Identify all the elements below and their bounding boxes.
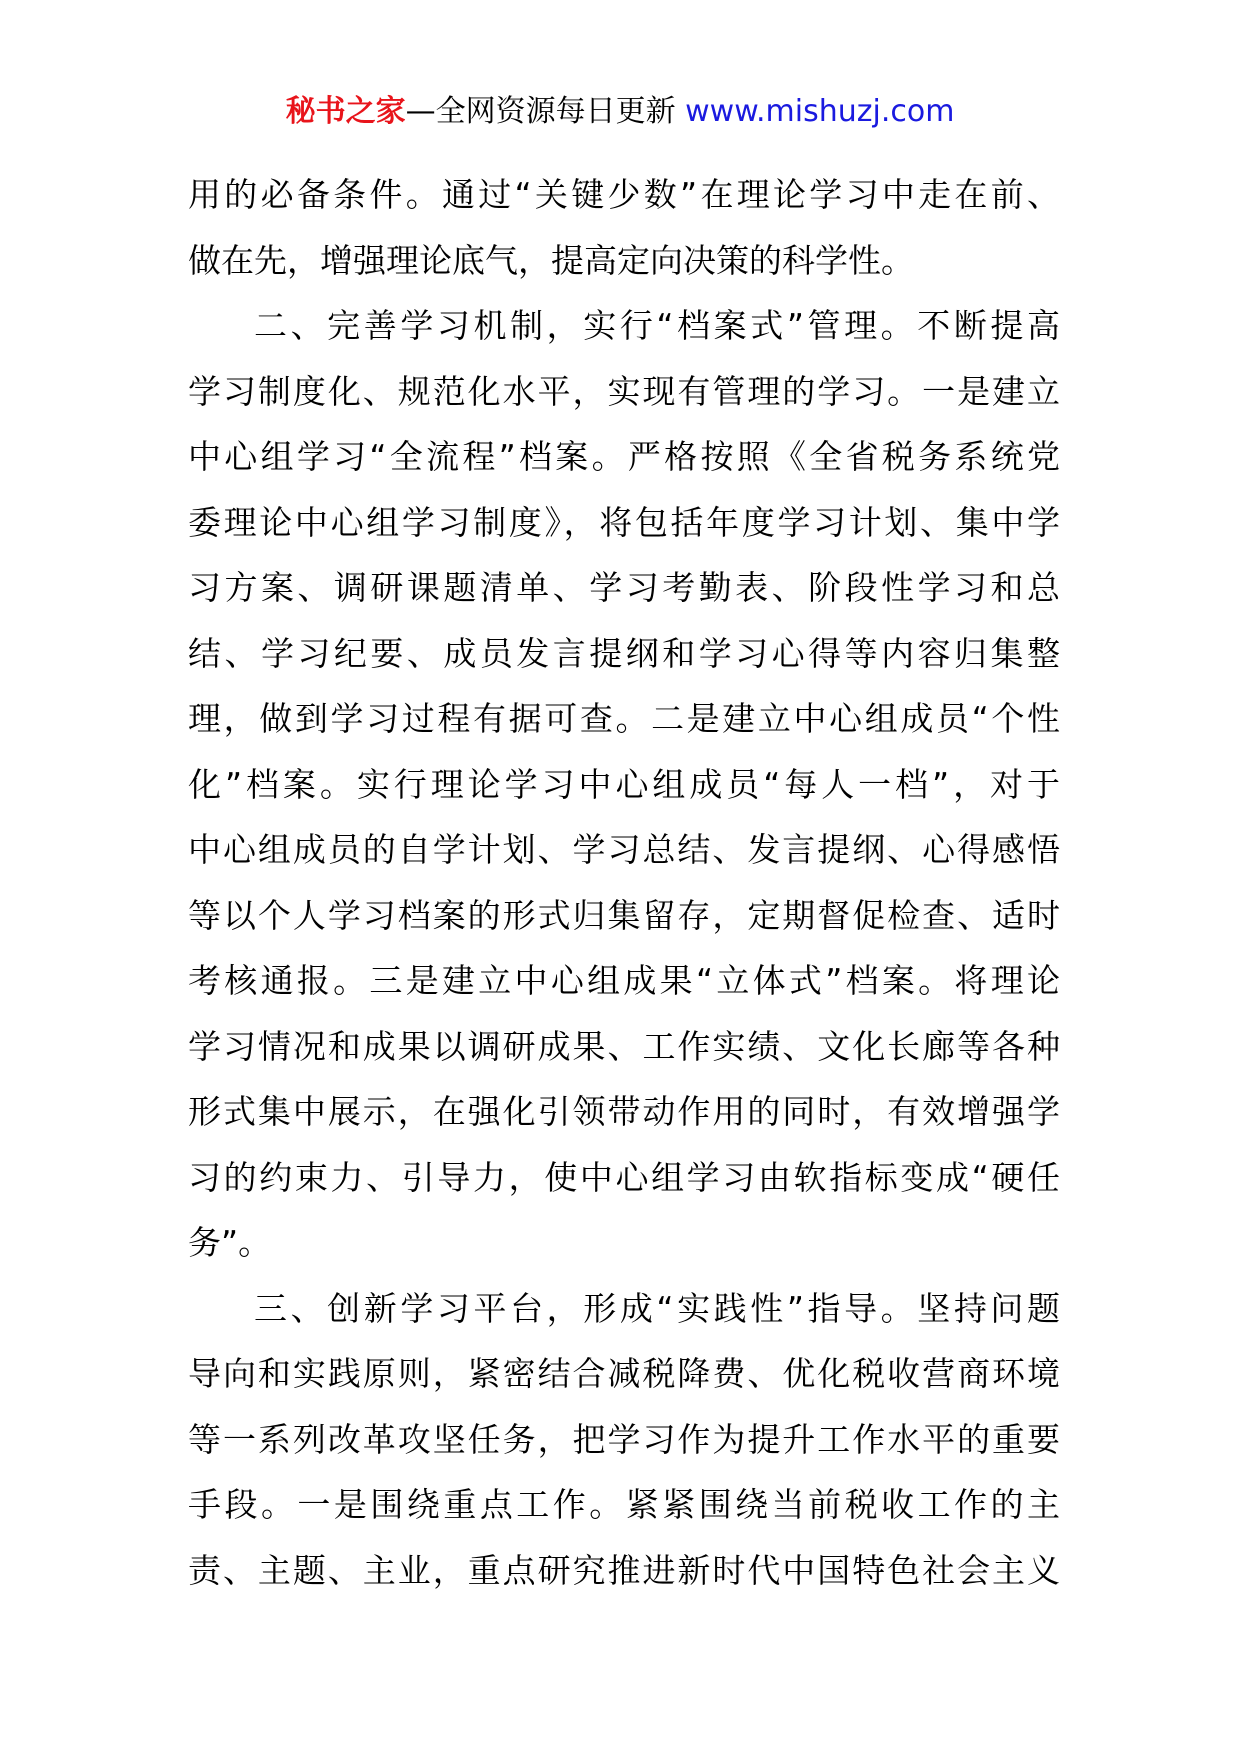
body-line: 手段。一是围绕重点工作。紧紧围绕当前税收工作的主: [188, 1485, 1060, 1524]
body-line: 化”档案。实行理论学习中心组成员“每人一档”，对于: [188, 764, 1060, 804]
body-line: 结、学习纪要、成员发言提纲和学习心得等内容归集整: [188, 633, 1060, 673]
body-line: 形式集中展示，在强化引领带动作用的同时，有效增强学: [188, 1092, 1060, 1131]
website-url[interactable]: www.mishuzj.com: [685, 94, 955, 129]
body-line: 等一系列改革攻坚任务，把学习作为提升工作水平的重要: [188, 1419, 1060, 1459]
body-line: 用的必备条件。通过“关键少数”在理论学习中走在前、: [188, 175, 1060, 214]
body-line: 学习情况和成果以调研成果、工作实绩、文化长廊等各种: [188, 1026, 1060, 1066]
body-line: 学习制度化、规范化水平，实现有管理的学习。一是建立: [188, 371, 1060, 411]
body-line: 等以个人学习档案的形式归集留存，定期督促检查、适时: [188, 895, 1060, 935]
body-line: 导向和实践原则，紧密结合减税降费、优化税收营商环境: [188, 1354, 1060, 1393]
body-line: 习方案、调研课题清单、学习考勤表、阶段性学习和总: [188, 568, 1060, 607]
body-line: 习的约束力、引导力，使中心组学习由软指标变成“硬任: [188, 1157, 1060, 1197]
body-line: 务”。: [188, 1223, 272, 1262]
body-line: 委理论中心组学习制度》，将包括年度学习计划、集中学: [188, 502, 1060, 542]
header-tagline: —全网资源每日更新: [405, 94, 686, 129]
page-header: [0, 92, 1240, 132]
body-line: 考核通报。三是建立中心组成果“立体式”档案。将理论: [188, 961, 1060, 1000]
body-line: 责、主题、主业，重点研究推进新时代中国特色社会主义: [188, 1550, 1060, 1590]
body-line: 理，做到学习过程有据可查。二是建立中心组成员“个性: [188, 699, 1060, 738]
body-line: 中心组学习“全流程”档案。严格按照《全省税务系统党: [188, 437, 1060, 476]
section-heading-line: 三、创新学习平台，形成“实践性”指导。坚持问题: [254, 1288, 1060, 1328]
document-body: [188, 162, 1060, 1603]
section-heading-line: 二、完善学习机制，实行“档案式”管理。不断提高: [254, 306, 1060, 345]
body-line: 中心组成员的自学计划、学习总结、发言提纲、心得感悟: [188, 830, 1060, 869]
brand-name: 秘书之家: [285, 94, 406, 129]
body-line: 做在先，增强理论底气，提高定向决策的科学性。: [188, 240, 914, 280]
